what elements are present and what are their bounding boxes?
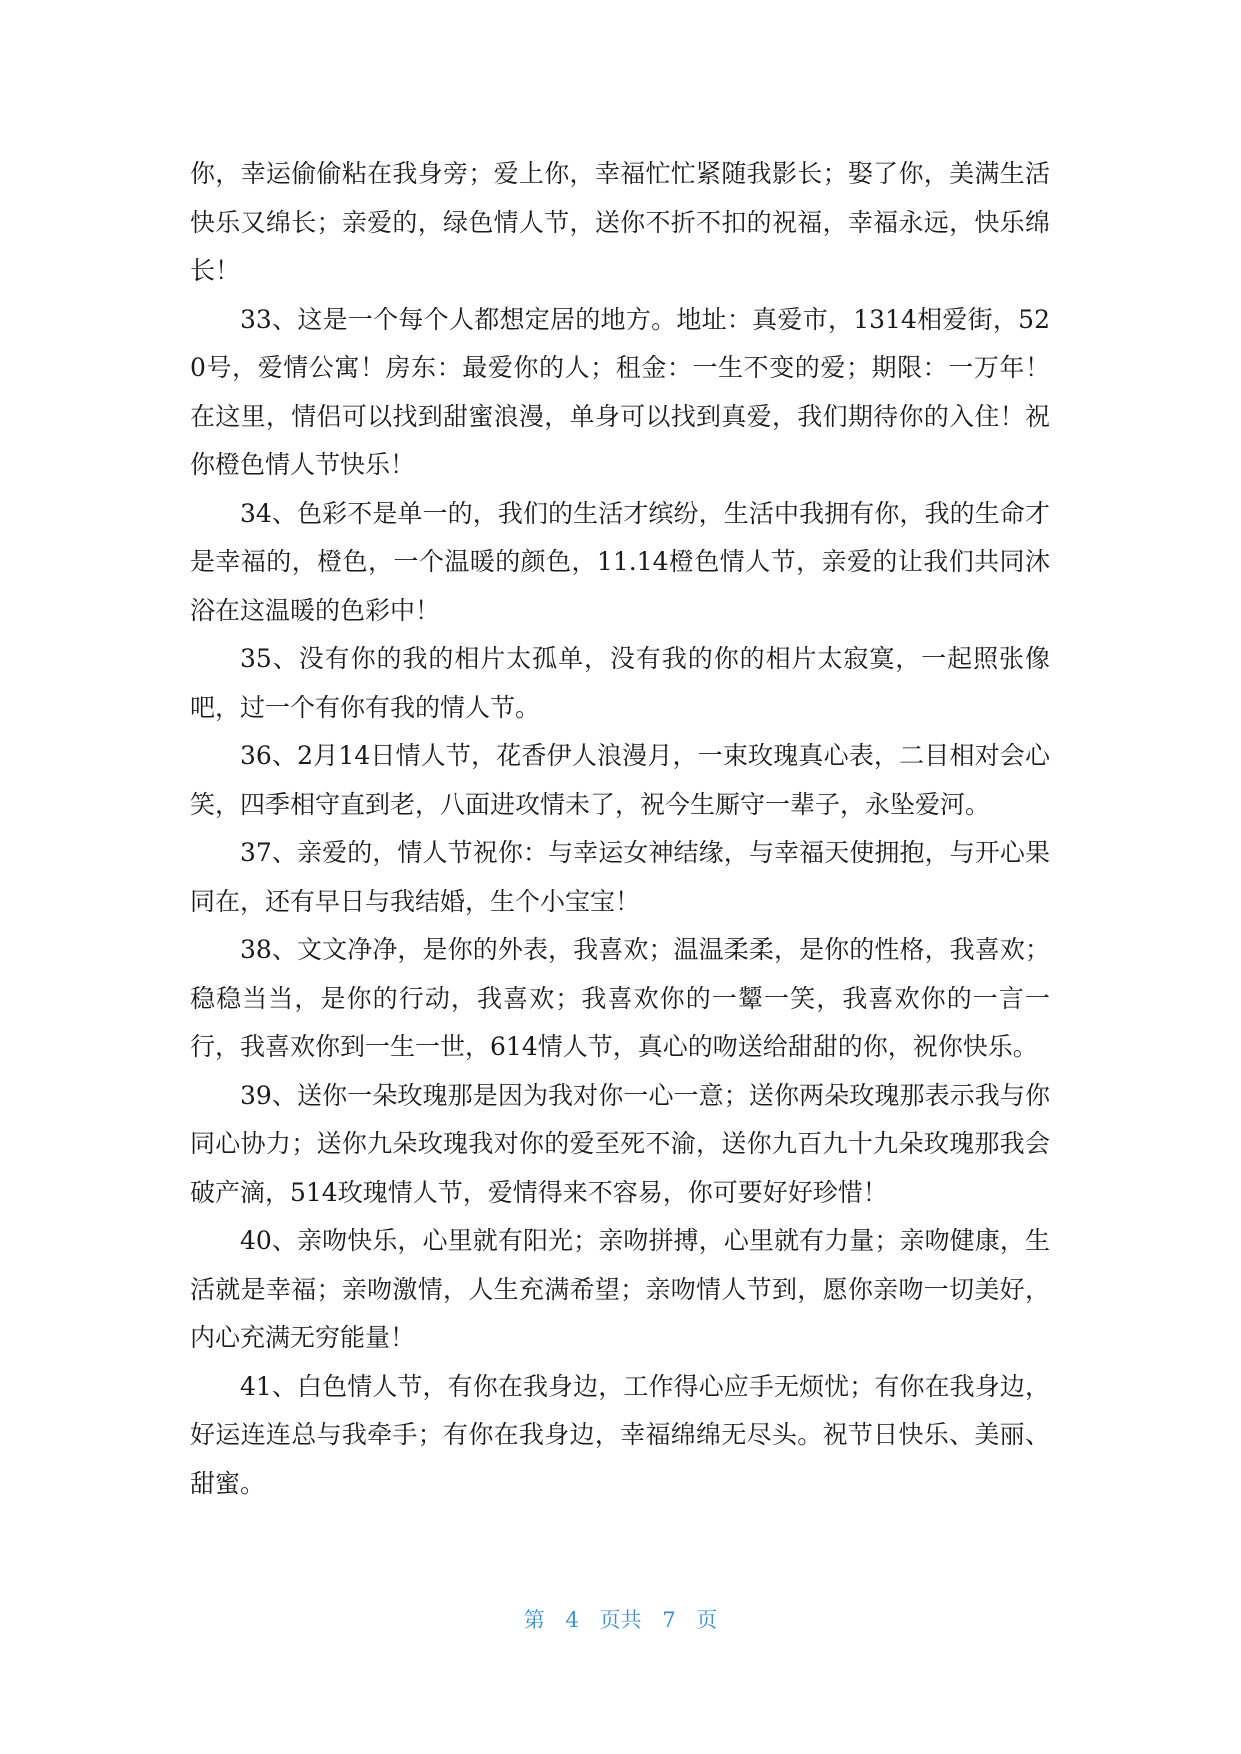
paragraph-37: 37、亲爱的，情人节祝你：与幸运女神结缘，与幸福天使拥抱，与开心果同在，还有早日与我结婚，生个小宝宝！ xyxy=(190,838,1050,916)
document-body xyxy=(190,150,1050,1508)
paragraph-continued: 你，幸运偷偷粘在我身旁；爱上你，幸福忙忙紧随我影长；娶了你，美满生活快乐又绵长；亲爱的，绿色情人节，送你不折不扣的祝福，幸福永远，快乐绵长！ xyxy=(190,159,1050,285)
paragraph-33: 33、这是一个每个人都想定居的地方。地址：真爱市，1314相爱街，520号，爱情公寓！房东：最爱你的人；租金：一生不变的爱；期限：一万年！在这里，情侣可以找到甜蜜浪漫，单身可以找到真爱，我们期待你的入住！祝你橙色情人节快乐！ xyxy=(190,304,1050,479)
paragraph-36: 36、2月14日情人节，花香伊人浪漫月，一束玫瑰真心表，二目相对会心笑，四季相守直到老，八面进攻情未了，祝今生厮守一辈子，永坠爱河。 xyxy=(190,741,1050,819)
paragraph-34: 34、色彩不是单一的，我们的生活才缤纷，生活中我拥有你，我的生命才是幸福的，橙色，一个温暖的颜色，11.14橙色情人节，亲爱的让我们共同沐浴在这温暖的色彩中！ xyxy=(190,498,1050,625)
paragraph-35: 35、没有你的我的相片太孤单，没有我的你的相片太寂寞，一起照张像吧，过一个有你有我的情人节。 xyxy=(190,644,1050,722)
footer-current-page: 4 xyxy=(565,1608,579,1632)
paragraph-39: 39、送你一朵玫瑰那是因为我对你一心一意；送你两朵玫瑰那表示我与你同心协力；送你九朵玫瑰我对你的爱至死不渝，送你九百九十九朵玫瑰那我会破产滴，514玫瑰情人节，爱情得来不容易，你可要好好珍惜！ xyxy=(190,1080,1050,1207)
paragraph-38: 38、文文净净，是你的外表，我喜欢；温温柔柔，是你的性格，我喜欢；稳稳当当，是你的行动，我喜欢；我喜欢你的一颦一笑，我喜欢你的一言一行，我喜欢你到一生一世，614情人节，真心的吻送给甜甜的你，祝你快乐。 xyxy=(190,935,1050,1061)
footer-total-pages: 7 xyxy=(662,1608,676,1632)
footer-label-of: 页共 xyxy=(599,1608,642,1632)
footer-label-page: 第 xyxy=(523,1608,545,1632)
footer-label-end: 页 xyxy=(696,1608,718,1632)
page-footer xyxy=(0,1604,1241,1634)
paragraph-41: 41、白色情人节，有你在我身边，工作得心应手无烦忧；有你在我身边，好运连连总与我牵手；有你在我身边，幸福绵绵无尽头。祝节日快乐、美丽、甜蜜。 xyxy=(190,1371,1050,1498)
paragraph-40: 40、亲吻快乐，心里就有阳光；亲吻拼搏，心里就有力量；亲吻健康，生活就是幸福；亲吻激情，人生充满希望；亲吻情人节到，愿你亲吻一切美好，内心充满无穷能量！ xyxy=(190,1226,1050,1352)
